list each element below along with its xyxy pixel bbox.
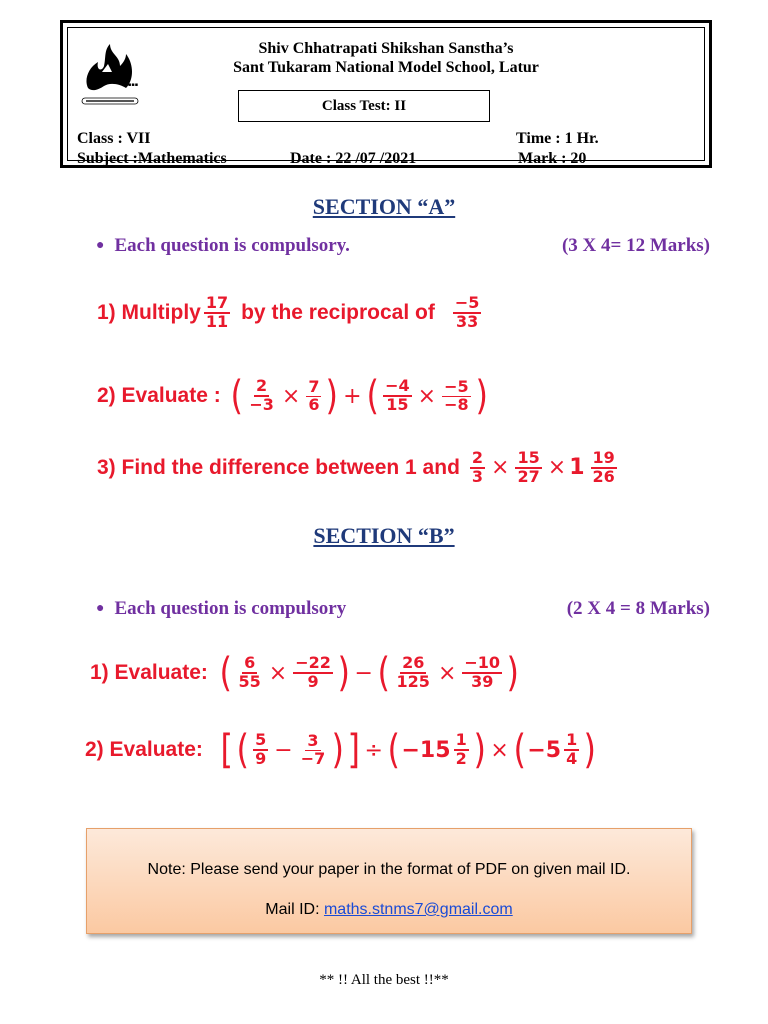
numerator: 19 — [592, 448, 615, 467]
bullet-icon: ● — [96, 601, 105, 616]
question-prefix: 2) Evaluate: — [85, 738, 203, 761]
times-operator: × — [281, 383, 301, 409]
mixed-whole: −5 — [527, 737, 562, 763]
note-text: Note: Please send your paper in the format of PDF on given mail ID. — [147, 861, 631, 878]
denominator: 3 — [471, 466, 484, 486]
question-prefix: 2) Evaluate : — [97, 384, 221, 407]
section-a-question-3 — [97, 450, 620, 486]
numerator: 7 — [308, 376, 320, 396]
fraction — [204, 295, 230, 331]
times-operator: × — [490, 737, 509, 763]
minus-operator: − — [354, 660, 373, 686]
fraction — [442, 376, 471, 414]
numerator: 2 — [256, 376, 268, 396]
denominator: 33 — [455, 311, 479, 331]
fraction — [453, 295, 482, 331]
numerator: −5 — [454, 293, 480, 312]
school-name: Sant Tukaram National Model School, Latur — [233, 59, 539, 76]
open-paren: ( — [366, 373, 379, 419]
class-label: Class : VII — [77, 130, 151, 147]
numerator: 1 — [455, 730, 467, 750]
fraction — [591, 450, 617, 486]
fraction — [454, 732, 469, 768]
times-operator: × — [437, 660, 457, 686]
denominator: 11 — [205, 311, 229, 331]
close-bracket: ] — [347, 727, 360, 773]
fraction — [253, 732, 268, 768]
denominator: 26 — [592, 466, 615, 486]
times-operator: × — [547, 455, 567, 481]
fraction — [470, 450, 485, 486]
fraction — [247, 378, 276, 414]
fraction — [299, 730, 328, 768]
numerator: −10 — [464, 653, 501, 673]
fraction — [237, 655, 263, 691]
section-b-question-1 — [90, 650, 521, 696]
section-b-title: SECTION “B” — [313, 523, 455, 548]
question-text: by the reciprocal of — [241, 300, 435, 324]
denominator: 9 — [307, 672, 319, 691]
open-paren: ( — [387, 727, 400, 773]
open-paren: ( — [377, 650, 390, 696]
numerator: 5 — [255, 730, 267, 750]
denominator: 39 — [471, 672, 494, 691]
bullet-icon: ● — [96, 238, 105, 253]
denominator: 9 — [255, 749, 267, 768]
times-operator: × — [268, 660, 288, 686]
section-a-marks: (3 X 4= 12 Marks) — [561, 235, 710, 256]
note-box — [86, 828, 692, 934]
denominator: 55 — [238, 672, 261, 691]
section-b-instruction — [96, 598, 346, 620]
institution-name: Shiv Chhatrapati Shikshan Sanstha’s — [258, 40, 514, 57]
close-paren: ) — [475, 373, 488, 419]
header-inner-border — [67, 27, 705, 167]
section-a-title: SECTION “A” — [312, 194, 456, 219]
denominator: 125 — [396, 672, 430, 691]
close-paren: ) — [331, 727, 345, 773]
mail-prefix: Mail ID: — [265, 901, 320, 918]
times-operator: × — [417, 383, 437, 409]
denominator: −3 — [249, 395, 274, 414]
subject-label: Subject :Mathematics — [77, 150, 227, 167]
mixed-whole: −15 — [401, 737, 451, 763]
section-b-instruction-text: Each question is compulsory — [114, 598, 347, 619]
divide-operator: ÷ — [364, 737, 383, 763]
numerator: −4 — [385, 376, 410, 396]
date-label: Date : 22 /07 /2021 — [290, 150, 417, 167]
open-paren: ( — [219, 650, 232, 696]
denominator: 4 — [566, 749, 578, 768]
section-a-question-2 — [97, 373, 489, 419]
numerator: −5 — [444, 376, 469, 396]
section-b-question-2 — [85, 727, 598, 773]
fraction — [462, 655, 502, 691]
denominator: −7 — [300, 748, 326, 768]
plus-operator: + — [343, 383, 362, 409]
numerator: 6 — [244, 653, 256, 673]
header-box — [60, 20, 712, 168]
numerator: −22 — [295, 653, 331, 673]
time-label: Time : 1 Hr. — [516, 130, 599, 147]
numerator: 15 — [517, 448, 540, 467]
footer-text: ** !! All the best !!** — [319, 972, 449, 988]
section-a-instruction — [96, 235, 350, 257]
fraction — [515, 450, 541, 486]
mail-line — [87, 901, 691, 919]
section-a-instruction-text: Each question is compulsory. — [114, 235, 350, 256]
denominator: 15 — [386, 395, 409, 414]
fraction — [564, 732, 579, 768]
minus-operator: − — [274, 737, 293, 763]
fraction — [306, 376, 321, 414]
fraction — [293, 655, 333, 691]
numerator: 17 — [205, 293, 229, 312]
close-paren: ) — [506, 650, 520, 696]
open-bracket: [ — [220, 727, 233, 773]
svg-text:▪▪▪: ▪▪▪ — [128, 82, 139, 88]
question-prefix: 3) Find the difference between 1 and — [97, 455, 460, 479]
open-paren: ( — [236, 727, 249, 773]
test-name: Class Test: II — [238, 90, 490, 122]
numerator: 1 — [566, 730, 578, 750]
mark-label: Mark : 20 — [518, 150, 587, 167]
close-paren: ) — [337, 650, 350, 696]
numerator: 26 — [402, 653, 425, 673]
section-a-question-1 — [97, 295, 484, 331]
fraction — [383, 378, 412, 414]
close-paren: ) — [473, 727, 486, 773]
denominator: 27 — [517, 466, 540, 486]
fraction — [395, 655, 432, 691]
question-prefix: 1) Evaluate: — [90, 661, 208, 684]
close-paren: ) — [326, 373, 339, 419]
close-paren: ) — [583, 727, 597, 773]
denominator: −8 — [444, 394, 469, 414]
mail-link[interactable]: maths.stnms7@gmail.com — [323, 901, 513, 918]
open-paren: ( — [230, 373, 243, 419]
times-operator: × — [491, 455, 510, 481]
denominator: 6 — [308, 394, 320, 414]
mixed-whole: 1 — [569, 455, 585, 481]
numerator: 2 — [471, 448, 484, 467]
numerator: 3 — [307, 730, 319, 750]
section-b-marks: (2 X 4 = 8 Marks) — [566, 598, 710, 619]
open-paren: ( — [513, 727, 526, 773]
denominator: 2 — [455, 749, 467, 768]
question-prefix: 1) Multiply — [97, 300, 201, 324]
